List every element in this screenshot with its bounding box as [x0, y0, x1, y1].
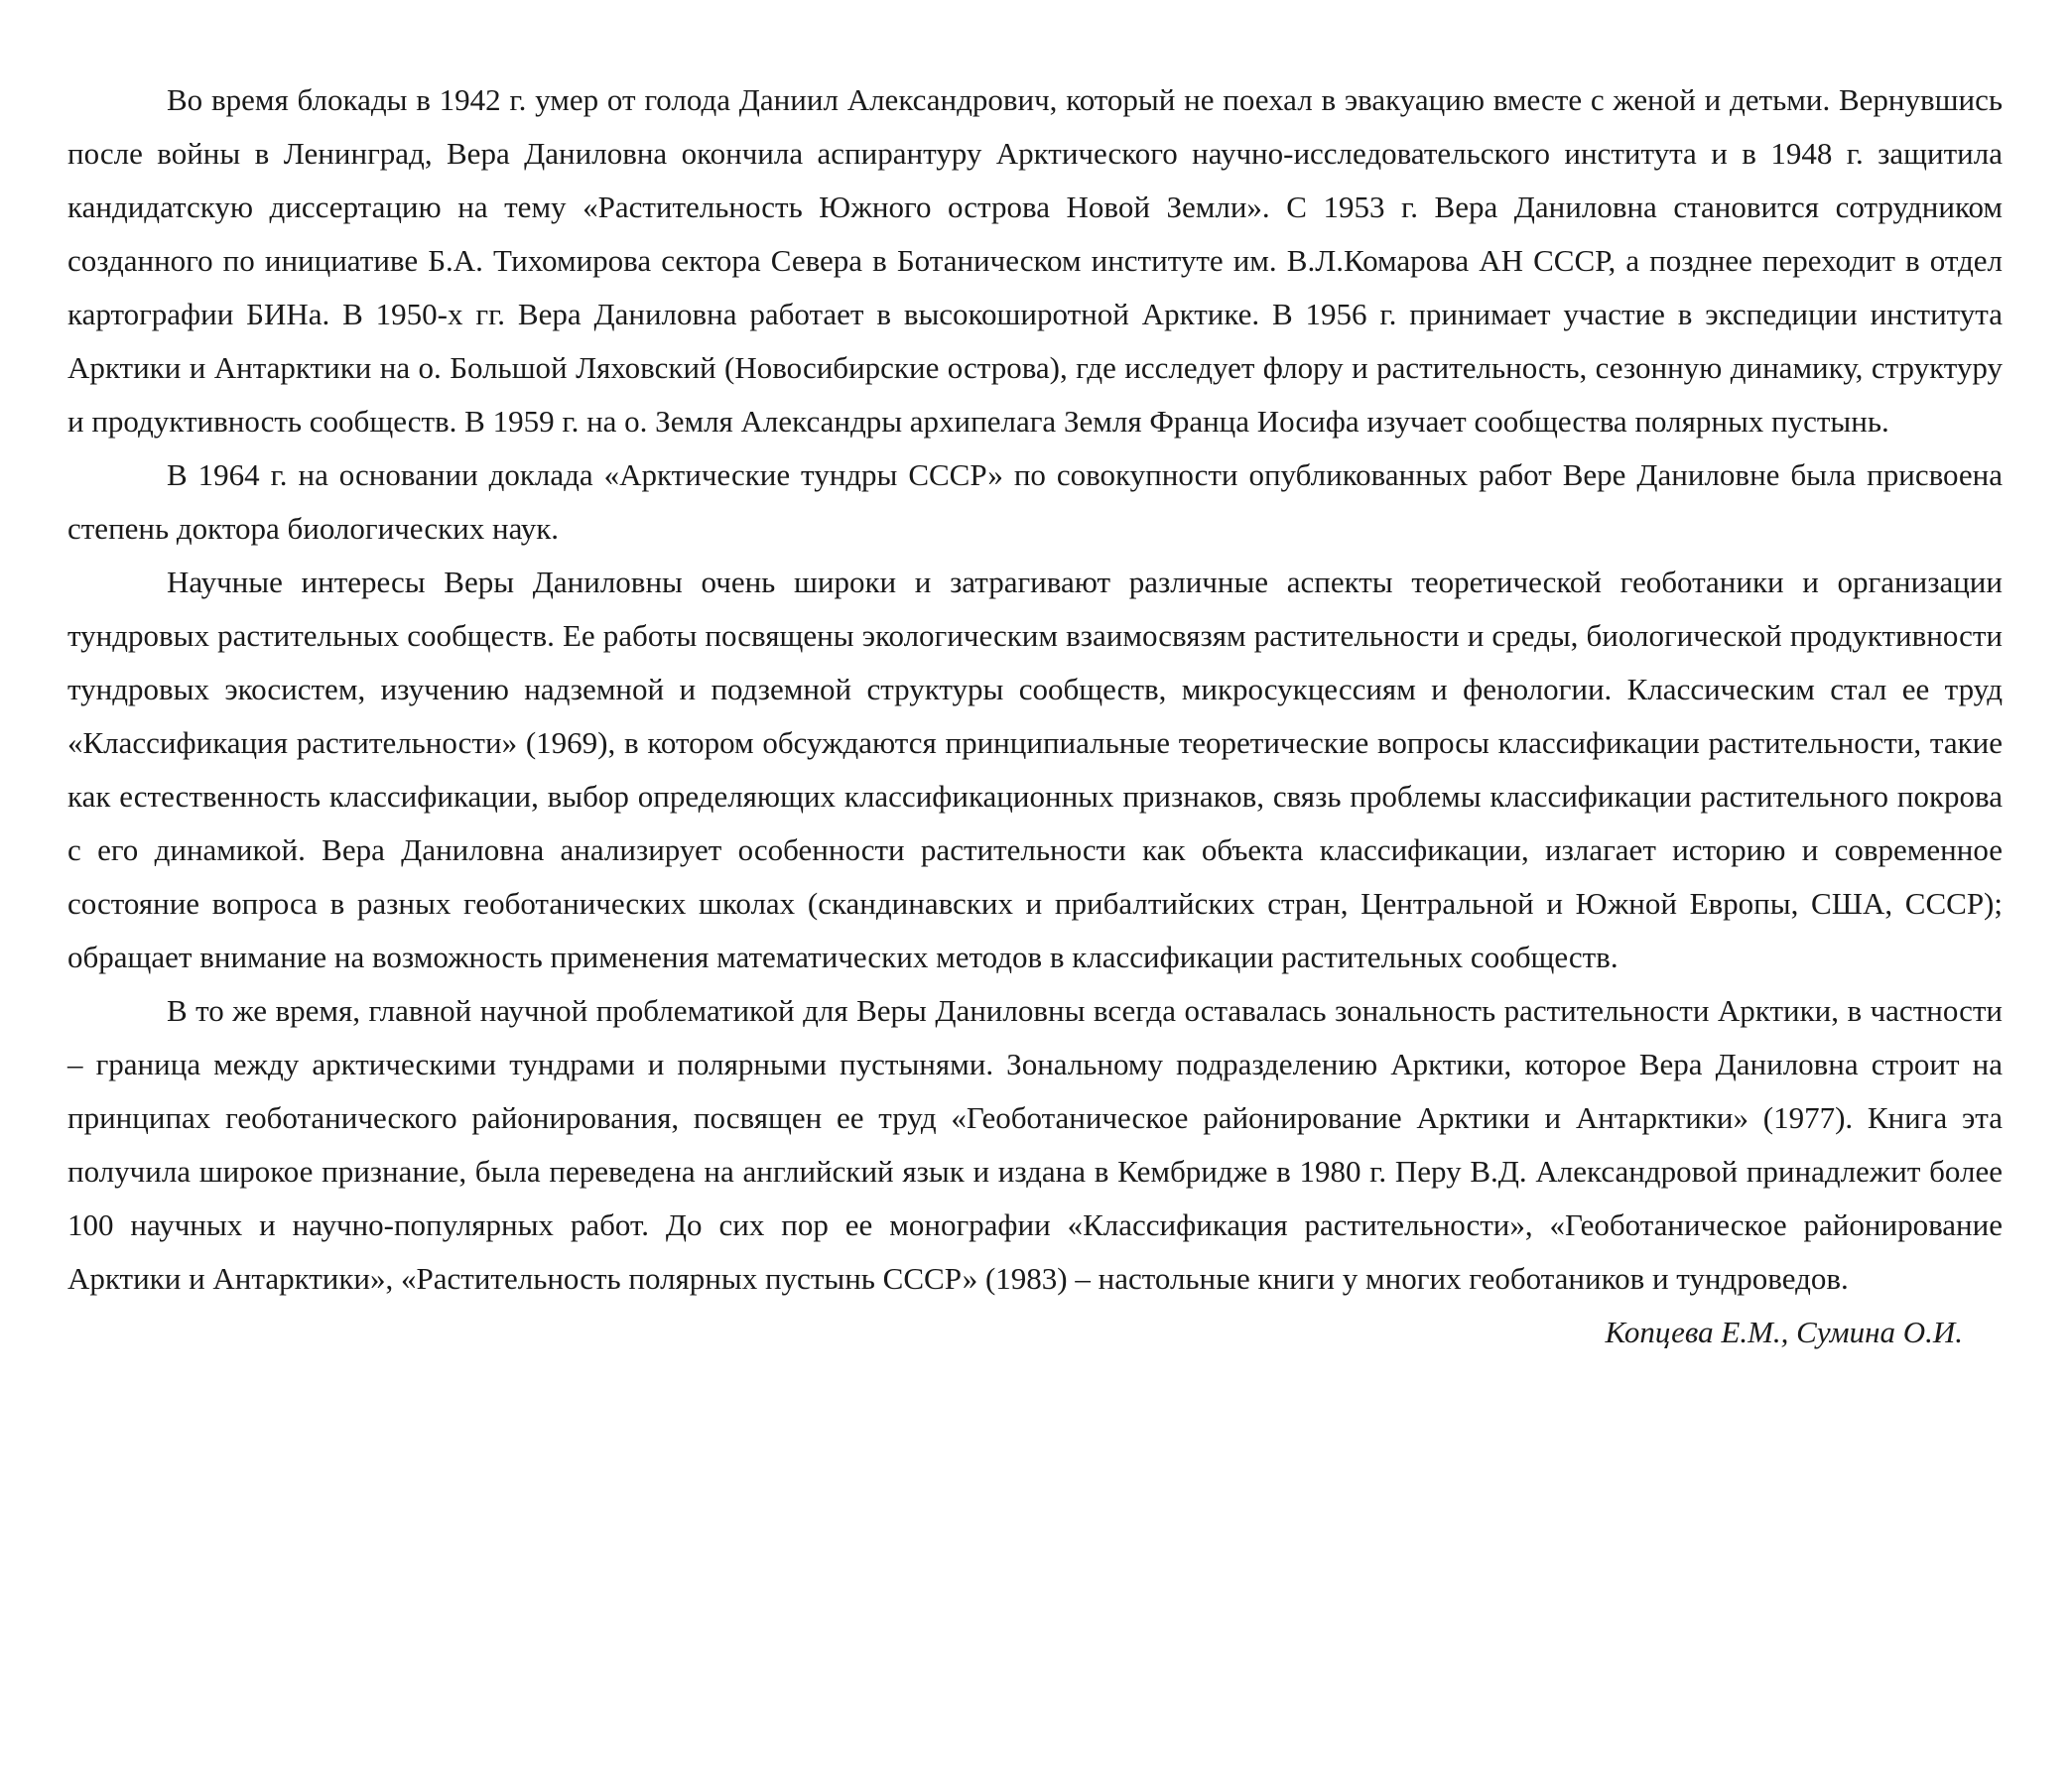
paragraph-1: Во время блокады в 1942 г. умер от голода Даниил Александрович, который не поехал в эвакуацию вместе с женой и детьми. Вернувшись после войны в Ленинград, Вера Даниловна окончила аспирантуру Арктического научно-исследовательского института и в 1948 г. защитила кандидатскую диссертацию на тему «Растительность Южного острова Новой Земли». С 1953 г. Вера Даниловна становится сотрудником созданного по инициативе Б.А. Тихомирова сектора Севера в Ботаническом институте им. В.Л.Комарова АН СССР, а позднее переходит в отдел картографии БИНа. В 1950-х гг. Вера Даниловна работает в высокоширотной Арктике. В 1956 г. принимает участие в экспедиции института Арктики и Антарктики на о. Большой Ляховский (Новосибирские острова), где исследует флору и растительность, сезонную динамику, структуру и продуктивность сообществ. В 1959 г. на о. Земля Александры архипелага Земля Франца Иосифа изучает сообщества полярных пустынь.	[67, 82, 2003, 439]
paragraph-3: Научные интересы Веры Даниловны очень широки и затрагивают различные аспекты теоретической геоботаники и организации тундровых растительных сообществ. Ее работы посвящены экологическим взаимосвязям растительности и среды, биологической продуктивности тундровых экосистем, изучению надземной и подземной структуры сообществ, микросукцессиям и фенологии. Классическим стал ее труд «Классификация растительности» (1969), в котором обсуждаются принципиальные теоретические вопросы классификации растительности, такие как естественность классификации, выбор определяющих классификационных признаков, связь проблемы классификации растительного покрова с его динамикой. Вера Даниловна анализирует особенности растительности как объекта классификации, излагает историю и современное состояние вопроса в разных геоботанических школах (скандинавских и прибалтийских стран, Центральной и Южной Европы, США, СССР); обращает внимание на возможность применения математических методов в классификации растительных сообществ.	[67, 565, 2003, 974]
author-signature: Копцева Е.М., Сумина О.И.	[1605, 1315, 1963, 1349]
paragraph-2: В 1964 г. на основании доклада «Арктические тундры СССР» по совокупности опубликованных работ Вере Даниловне была присвоена степень доктора биологических наук.	[67, 457, 2003, 546]
document-page	[67, 73, 2003, 1359]
paragraph-4: В то же время, главной научной проблематикой для Веры Даниловны всегда оставалась зональность растительности Арктики, в частности – граница между арктическими тундрами и полярными пустынями. Зональному подразделению Арктики, которое Вера Даниловна строит на принципах геоботанического районирования, посвящен ее труд «Геоботаническое районирование Арктики и Антарктики» (1977). Книга эта получила широкое признание, была переведена на английский язык и издана в Кембридже в 1980 г. Перу В.Д. Александровой принадлежит более 100 научных и научно-популярных работ. До сих пор ее монографии «Классификация растительности», «Геоботаническое районирование Арктики и Антарктики», «Растительность полярных пустынь СССР» (1983) – настольные книги у многих геоботаников и тундроведов.	[67, 993, 2003, 1296]
